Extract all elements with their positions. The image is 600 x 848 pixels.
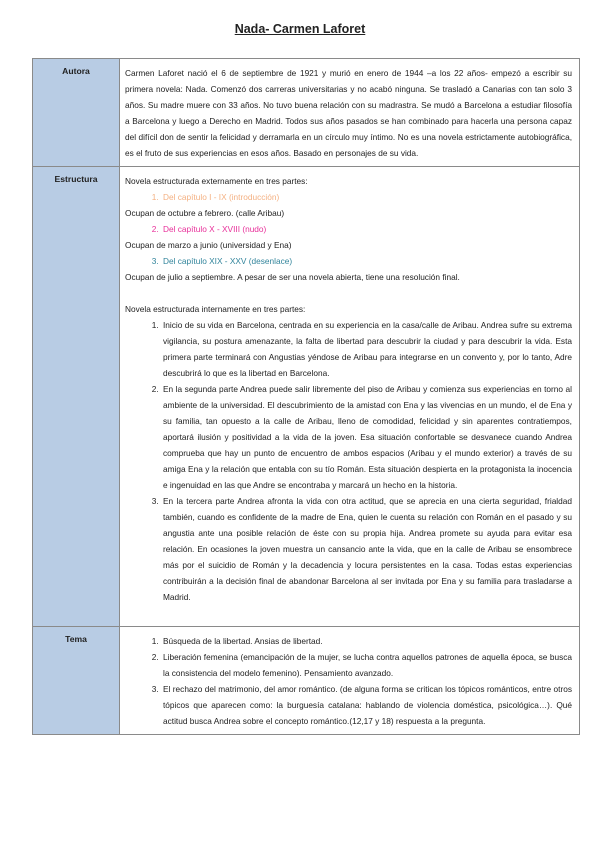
internal-part-1: 1. Inicio de su vida en Barcelona, centrada en su experiencia en la casa/calle de Aribau. Andrea sufre su extrema vigilancia, su postura amenazante, la falta de libertad para descubrir la ciudad y para descubrir la vida. Esta primera parte terminará con Angustias yéndose de Aribau para integrarse en un convento y, por lo tanto, Adre descubrirá lo que es la libertad en Barcelona. xyxy=(161,317,572,381)
external-parts-list xyxy=(125,253,572,269)
content-estructura xyxy=(120,167,580,627)
spacer xyxy=(125,285,572,301)
content-tema xyxy=(120,627,580,735)
row-autora xyxy=(33,59,580,167)
summary-table xyxy=(32,58,580,735)
external-parts-list xyxy=(125,221,572,237)
label-autora: Autora xyxy=(33,59,120,167)
internal-intro: Novela estructurada internamente en tres partes: xyxy=(125,304,306,314)
label-estructura: Estructura xyxy=(33,167,120,627)
internal-part-3: 3. En la tercera parte Andrea afronta la vida con otra actitud, que se aprecia en una cierta seguridad, frialdad también, cuando es confidente de la madre de Ena, quien le cuenta su relación con Román en el pasado y su angustia ante una posible relación de éste con su propia hija. Andrea promete su ayuda para evitar esa relación. En ocasiones la joven muestra un cansancio ante la vida, que en la calle de Aribau se ensombrece más por el suicidio de Román y la decadencia y locura persistentes en la casa. Todas estas experiencias contribuirán a la decisión final de abandonar Barcelona al ser invitada por Ena y su familia para trasladarse a Madrid. xyxy=(161,493,572,605)
tema-item-1: 1. Búsqueda de la libertad. Ansias de libertad. xyxy=(161,633,572,649)
content-autora xyxy=(120,59,580,167)
external-part-desc: Ocupan de julio a septiembre. A pesar de ser una novela abierta, tiene una resolución final. xyxy=(125,272,460,282)
internal-parts-list xyxy=(125,317,572,605)
external-parts-list xyxy=(125,189,572,205)
autora-text: Carmen Laforet nació el 6 de septiembre de 1921 y murió en enero de 1944 –a los 22 años- empezó a escribir su primera novela: Nada. Comenzó dos carreras universitarias y no acabó ninguna. Se trasladó a Canarias con tan solo 3 años. Su madre muere con 33 años. No tuvo buena relación con su madrastra. Se mudó a Barcelona a estudiar filosofía a Barcelona y luego a Derecho en Madrid. Todos sus años pasados se han combinado para hacerla una persona capaz del difícil don de sentir la felicidad y derramarla en un círculo muy íntimo. No es una novela estrictamente autobiográfica, es el fruto de sus experiencias en esos años. Basado en personajes de su vida. xyxy=(125,68,572,158)
row-tema xyxy=(33,627,580,735)
tema-item-2: 2. Liberación femenina (emancipación de la mujer, se lucha contra aquellos patrones de aquella época, se busca la consistencia del modelo femenino). Pensamiento avanzado. xyxy=(161,649,572,681)
external-part-title: Del capítulo X - XVIII (nudo) xyxy=(163,224,267,234)
spacer xyxy=(125,605,572,621)
page-title: Nada- Carmen Laforet xyxy=(234,22,366,36)
external-intro: Novela estructurada externamente en tres partes: xyxy=(125,176,308,186)
external-part-3 xyxy=(161,253,572,269)
external-part-title: Del capítulo I - IX (introducción) xyxy=(163,192,280,202)
external-part-title: Del capítulo XIX - XXV (desenlace) xyxy=(163,256,293,266)
internal-part-2: 2. En la segunda parte Andrea puede salir libremente del piso de Aribau y comienza sus experiencias en torno al ambiente de la universidad. El descubrimiento de la amistad con Ena y las vivencias en un mundo, el de Ena y su familia, tan opuesto a la calle de Aribau, lleno de comodidad, felicidad y sin aparentes contratiempos, aportará ilusión y positividad a la vida de la joven. Esa situación confortable se desvanece cuando Andrea comprueba que hay un punto de encuentro de ambos espacios (Aribau y el mundo exterior) a través de su amiga Ena y la relación que entabla con su tío Román. Esta situación despierta en la protagonista la inocencia e ingenuidad en las que Andre se encontraba y marcará un hecho en la historia. xyxy=(161,381,572,493)
external-part-desc: Ocupan de octubre a febrero. (calle Aribau) xyxy=(125,208,285,218)
tema-list xyxy=(125,633,572,729)
external-part-2 xyxy=(161,221,572,237)
external-part-1 xyxy=(161,189,572,205)
label-tema: Tema xyxy=(33,627,120,735)
row-estructura xyxy=(33,167,580,627)
external-part-desc: Ocupan de marzo a junio (universidad y Ena) xyxy=(125,240,292,250)
tema-item-3: 3. El rechazo del matrimonio, del amor romántico. (de alguna forma se critican los tópicos románticos, entre otros tópicos que aparecen como: la burguesía catalana: hablando de violencia doméstica, psicológica…). Qué actitud busca Andrea sobre el concepto romántico.(12,17 y 18) respuesta a la pregunta. xyxy=(161,681,572,729)
